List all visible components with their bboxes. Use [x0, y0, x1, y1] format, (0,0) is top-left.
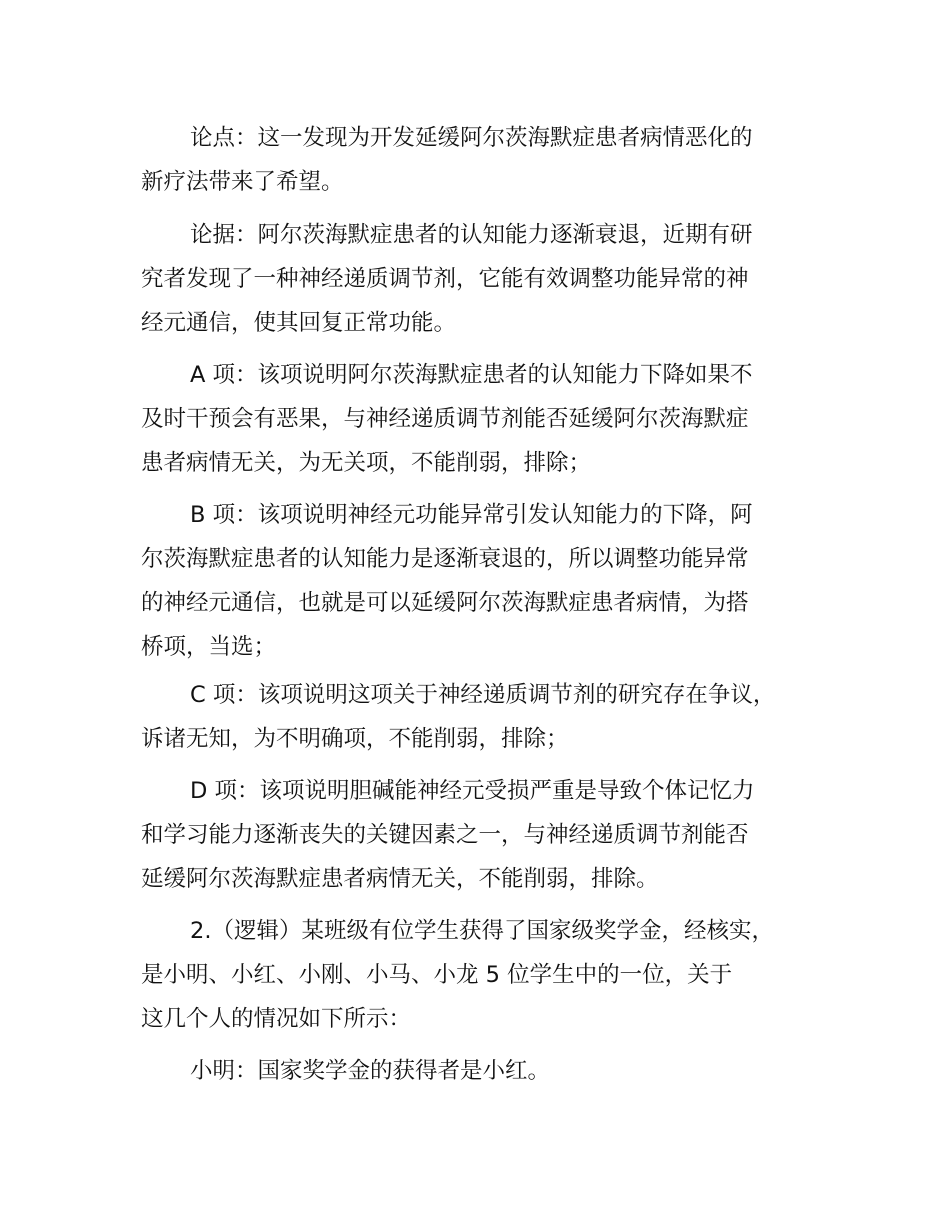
text-line: D 项：该项说明胆碱能神经元受损严重是导致个体记忆力: [190, 778, 755, 804]
text-line: 尔茨海默症患者的认知能力是逐渐衰退的，所以调整功能异常: [141, 546, 749, 572]
paragraph-statement-xiaoming: [141, 1049, 841, 1093]
text-line: 及时干预会有恶果，与神经递质调节剂能否延缓阿尔茨海默症: [141, 406, 749, 432]
text-line: 诉诸无知，为不明确项，不能削弱，排除；: [141, 726, 569, 752]
paragraph-argument-evidence: [141, 213, 841, 345]
text-line: 论点：这一发现为开发延缓阿尔茨海默症患者病情恶化的: [190, 125, 753, 151]
text-line: 和学习能力逐渐丧失的关键因素之一，与神经递质调节剂能否: [141, 822, 749, 848]
paragraph-option-b: [141, 493, 841, 669]
text-line: 这几个人的情况如下所示：: [141, 1006, 412, 1032]
paragraph-question-2: [141, 909, 841, 1041]
text-line: 是小明、小红、小刚、小马、小龙 5 位学生中的一位，关于: [141, 962, 733, 988]
text-line: A 项：该项说明阿尔茨海默症患者的认知能力下降如果不: [190, 362, 753, 388]
text-line: 论据：阿尔茨海默症患者的认知能力逐渐衰退，近期有研: [190, 222, 753, 248]
text-line: 延缓阿尔茨海默症患者病情无关，不能削弱，排除。: [141, 866, 659, 892]
text-line: 桥项，当选；: [141, 634, 277, 660]
paragraph-option-d: [141, 769, 841, 901]
text-line: 小明：国家奖学金的获得者是小红。: [190, 1058, 551, 1084]
paragraph-option-c: [141, 673, 841, 761]
text-line: B 项：该项说明神经元功能异常引发认知能力的下降，阿: [190, 502, 753, 528]
text-line: 究者发现了一种神经递质调节剂，它能有效调整功能异常的神: [141, 266, 749, 292]
text-line: 经元通信，使其回复正常功能。: [141, 310, 457, 336]
text-line: 的神经元通信，也就是可以延缓阿尔茨海默症患者病情，为搭: [141, 590, 749, 616]
text-line: C 项：该项说明这项关于神经递质调节剂的研究存在争议，: [190, 682, 776, 708]
text-line: 新疗法带来了希望。: [141, 169, 344, 195]
paragraph-argument-point: [141, 116, 841, 204]
text-line: 患者病情无关，为无关项，不能削弱，排除；: [141, 450, 592, 476]
text-line: 2.（逻辑）某班级有位学生获得了国家级奖学金，经核实，: [190, 918, 774, 944]
paragraph-option-a: [141, 353, 841, 485]
